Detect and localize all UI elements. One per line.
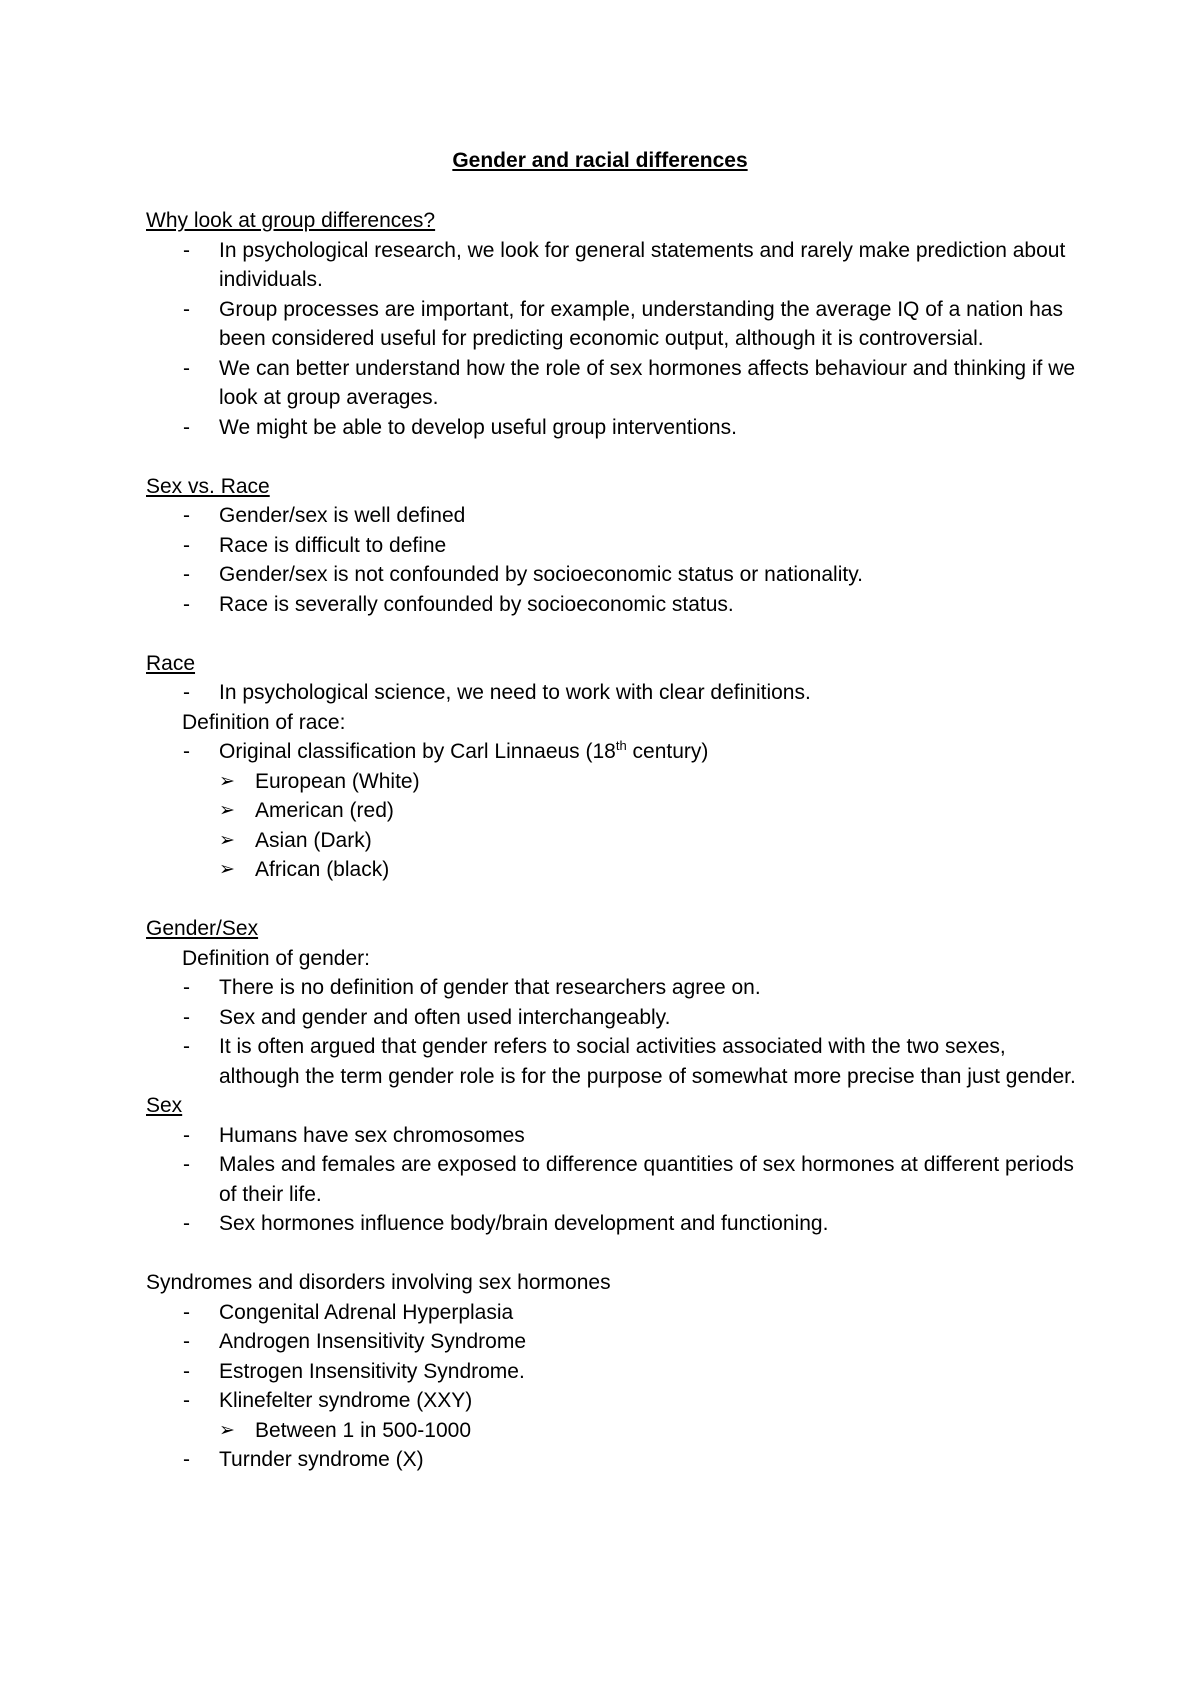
list-item-text: Between 1 in 500-1000 xyxy=(255,1418,471,1442)
dash-marker: - xyxy=(183,592,190,616)
list-item-text: Males and females are exposed to difference quantities of sex hormones at different periods of their life. xyxy=(219,1153,1074,1206)
section-heading: Why look at group differences? xyxy=(146,209,436,232)
list-item xyxy=(146,531,1076,561)
list-item-text: In psychological science, we need to work with clear definitions. xyxy=(219,681,811,704)
bullet-list xyxy=(146,973,1076,1091)
list-item xyxy=(146,354,1076,413)
bullet-list xyxy=(146,678,1076,708)
bullet-list xyxy=(146,1298,1076,1475)
section-heading: Sex vs. Race xyxy=(146,474,270,498)
list-item-text: Group processes are important, for example, understanding the average IQ of a nation has been considered useful for predicting economic output, although it is controversial. xyxy=(219,297,1063,350)
section-gender-sex xyxy=(146,914,1076,1091)
list-item xyxy=(146,1003,1076,1033)
arrow-bullet-icon: ➢ xyxy=(219,1419,235,1441)
arrow-bullet-icon: ➢ xyxy=(219,800,235,821)
dash-marker: - xyxy=(183,356,190,380)
document-title: Gender and racial differences xyxy=(452,149,748,172)
bullet-list xyxy=(146,737,1076,885)
section-heading: Gender/Sex xyxy=(146,917,259,940)
list-item-text: Androgen Insensitivity Syndrome xyxy=(219,1330,526,1353)
dash-marker: - xyxy=(183,1005,190,1029)
dash-marker: - xyxy=(183,533,190,557)
section-syndromes xyxy=(146,1268,1076,1475)
sub-list-item xyxy=(146,796,1076,826)
dash-marker: - xyxy=(183,504,190,527)
list-item xyxy=(146,590,1076,620)
section-group-differences xyxy=(146,206,1076,442)
list-item xyxy=(146,1386,1076,1416)
list-item-text: We can better understand how the role of sex hormones affects behaviour and thinking if we look at group averages. xyxy=(219,356,1076,409)
dash-marker: - xyxy=(183,415,190,439)
section-heading: Race xyxy=(146,651,196,675)
list-item-text: Klinefelter syndrome (XXY) xyxy=(219,1389,473,1412)
list-item-text: Race is difficult to define xyxy=(219,533,447,557)
list-item-text: There is no definition of gender that researchers agree on. xyxy=(219,976,761,999)
list-item-text xyxy=(219,740,708,763)
list-item xyxy=(146,678,1076,708)
list-item-text: African (black) xyxy=(255,858,390,881)
dash-marker: - xyxy=(183,681,190,704)
section-race xyxy=(146,649,1076,885)
sub-list-item xyxy=(146,767,1076,797)
dash-marker: - xyxy=(183,563,190,586)
list-item-text: Asian (Dark) xyxy=(255,828,372,852)
dash-marker: - xyxy=(183,1330,190,1353)
dash-marker: - xyxy=(183,740,190,763)
bullet-list xyxy=(146,236,1076,443)
section-heading: Syndromes and disorders involving sex hormones xyxy=(146,1271,611,1294)
list-item-text: American (red) xyxy=(255,799,394,822)
bullet-list xyxy=(146,501,1076,619)
dash-marker: - xyxy=(183,1153,190,1176)
text-part: century) xyxy=(626,740,709,763)
list-item xyxy=(146,560,1076,590)
list-item-text: Race is severally confounded by socioeconomic status. xyxy=(219,592,734,616)
list-item-text: Sex hormones influence body/brain development and functioning. xyxy=(219,1212,829,1235)
dash-marker: - xyxy=(183,1359,190,1383)
list-item xyxy=(146,973,1076,1003)
subheading: Definition of race: xyxy=(182,710,346,734)
list-item-text: Humans have sex chromosomes xyxy=(219,1123,525,1147)
arrow-bullet-icon: ➢ xyxy=(219,829,235,851)
list-item xyxy=(146,236,1076,295)
arrow-bullet-icon: ➢ xyxy=(219,859,235,880)
bullet-list xyxy=(146,1121,1076,1239)
list-item xyxy=(146,1209,1076,1239)
list-item xyxy=(146,1357,1076,1387)
dash-marker: - xyxy=(183,1123,190,1147)
dash-marker: - xyxy=(183,1448,190,1471)
section-heading: Sex xyxy=(146,1094,183,1117)
section-sex xyxy=(146,1091,1076,1239)
list-item-text: Estrogen Insensitivity Syndrome. xyxy=(219,1359,525,1383)
list-item-text: Turnder syndrome (X) xyxy=(219,1448,424,1471)
sub-list-item xyxy=(146,855,1076,885)
document-body xyxy=(146,206,1076,1475)
dash-marker: - xyxy=(183,976,190,999)
list-item-text: Gender/sex is not confounded by socioeconomic status or nationality. xyxy=(219,563,863,586)
arrow-bullet-icon: ➢ xyxy=(219,770,235,792)
dash-marker: - xyxy=(183,1300,190,1324)
dash-marker: - xyxy=(183,1035,190,1058)
list-item-text: It is often argued that gender refers to social activities associated with the two sexes, although the term gender role is for the purpose of somewhat more precise than just gender. xyxy=(219,1035,1076,1088)
subheading: Definition of gender: xyxy=(182,946,370,970)
list-item xyxy=(146,1150,1076,1209)
list-item xyxy=(146,1121,1076,1151)
list-item-text: Gender/sex is well defined xyxy=(219,504,466,527)
superscript: th xyxy=(615,738,627,753)
dash-marker: - xyxy=(183,297,190,321)
dash-marker: - xyxy=(183,1389,190,1412)
list-item-text: We might be able to develop useful group interventions. xyxy=(219,415,737,439)
list-item-text: European (White) xyxy=(255,769,420,793)
list-item xyxy=(146,501,1076,531)
list-item xyxy=(146,1445,1076,1475)
list-item-text: In psychological research, we look for general statements and rarely make prediction about individuals. xyxy=(219,238,1066,291)
list-item xyxy=(146,413,1076,443)
list-item xyxy=(146,295,1076,354)
sub-list-item xyxy=(146,1416,1076,1446)
list-item xyxy=(146,1298,1076,1328)
dash-marker: - xyxy=(183,1212,190,1235)
list-item xyxy=(146,1032,1076,1091)
text-part: Original classification by Carl Linnaeus (18 xyxy=(219,740,616,763)
list-item-text: Congenital Adrenal Hyperplasia xyxy=(219,1300,514,1324)
sub-list-item xyxy=(146,826,1076,856)
dash-marker: - xyxy=(183,238,190,262)
list-item-text: Sex and gender and often used interchangeably. xyxy=(219,1005,671,1029)
list-item xyxy=(146,1327,1076,1357)
list-item xyxy=(146,737,1076,767)
section-sex-vs-race xyxy=(146,472,1076,620)
